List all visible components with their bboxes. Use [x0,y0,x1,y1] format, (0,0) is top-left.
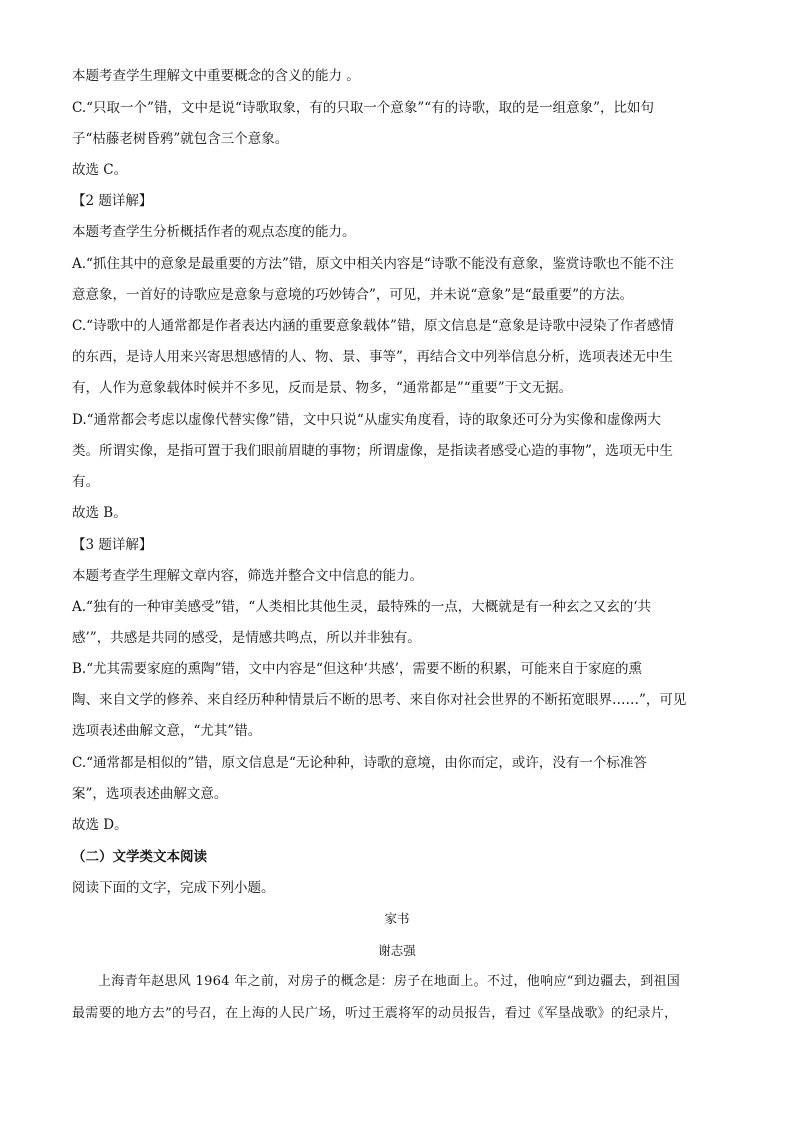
text-line: B.“尤其需要家庭的熏陶”错，文中内容是“但这种‘共感’，需要不断的积累，可能来自于家庭的熏 [72,661,642,677]
story-paragraph-line: 最需要的地方去”的号召，在上海的人民广场，听过王震将军的动员报告，看过《军垦战歌》的纪录片， [72,1006,678,1021]
question-header: 【2 题详解】 [72,193,153,209]
text-line: 有。 [72,474,99,490]
section-instruction: 阅读下面的文字，完成下列小题。 [72,880,275,896]
text-line: 案”，选项表述曲解文意。 [72,786,228,802]
text-line: 陶、来自文学的修养、来自经历种种情景后不断的思考、来自你对社会世界的不断拓宽眼界……”，可见 [72,692,687,708]
text-line: 故选 D。 [72,817,128,833]
text-line: A.“抓住其中的意象是最重要的方法”错，原文中相关内容是“诗歌不能没有意象，鉴赏诗歌也不能不注 [72,256,674,272]
text-line: 感’”，共感是共同的感受，是情感共鸣点，所以并非独有。 [72,630,421,646]
text-line: 本题考查学生理解文中重要概念的含义的能力 。 [72,68,360,84]
text-line: A.“独有的一种审美感受”错，“人类相比其他生灵，最特殊的一点，大概就是有一种玄之又玄的‘共 [72,599,652,615]
question-header: 【3 题详解】 [72,537,153,553]
story-author: 谢志强 [378,943,416,958]
section-heading: （二）文学类文本阅读 [72,849,207,865]
text-line: C.“只取一个”错，文中是说“诗歌取象，有的只取一个意象”“有的诗歌，取的是一组意象”，比如句 [72,100,655,116]
text-line: 子“枯藤老树昏鸦”就包含三个意象。 [72,131,289,147]
text-line: 的东西，是诗人用来兴寄思想感情的人、物、景、事等”，再结合文中列举信息分析，选项表述无中生 [72,349,673,365]
text-line: C.“诗歌中的人通常都是作者表达内涵的重要意象载体”错，原文信息是“意象是诗歌中浸染了作者感情 [72,318,674,334]
story-paragraph-line: 上海青年赵思风 1964 年之前，对房子的概念是：房子在地面上。不过，他响应“到边疆去，到祖国 [98,974,681,989]
text-line: D.“通常都会考虑以虚像代替实像”错，文中只说“从虚实角度看，诗的取象还可分为实像和虚像两大 [72,412,661,428]
text-line: 有，人作为意象载体时候并不多见，反而是景、物多，“通常都是”“重要”于文无据。 [72,380,573,396]
story-title: 家书 [384,911,410,926]
text-line: 本题考查学生理解文章内容，筛选并整合文中信息的能力。 [72,568,423,584]
text-line: 选项表述曲解文意，“尤其”错。 [72,723,262,739]
text-line: 本题考查学生分析概括作者的观点态度的能力。 [72,224,356,240]
text-line: 意意象，一首好的诗歌应是意象与意境的巧妙铸合”，可见，并未说“意象”是“最重要”的方法。 [72,287,634,303]
text-line: C.“通常都是相似的”错，原文信息是“无论种种，诗歌的意境，由你而定，或许，没有一个标准答 [72,755,647,771]
text-line: 故选 C。 [72,162,128,178]
text-line: 故选 B。 [72,505,127,521]
text-line: 类。所谓实像，是指可置于我们眼前眉睫的事物；所谓虚像，是指读者感受心造的事物”，选项无中生 [72,443,673,459]
